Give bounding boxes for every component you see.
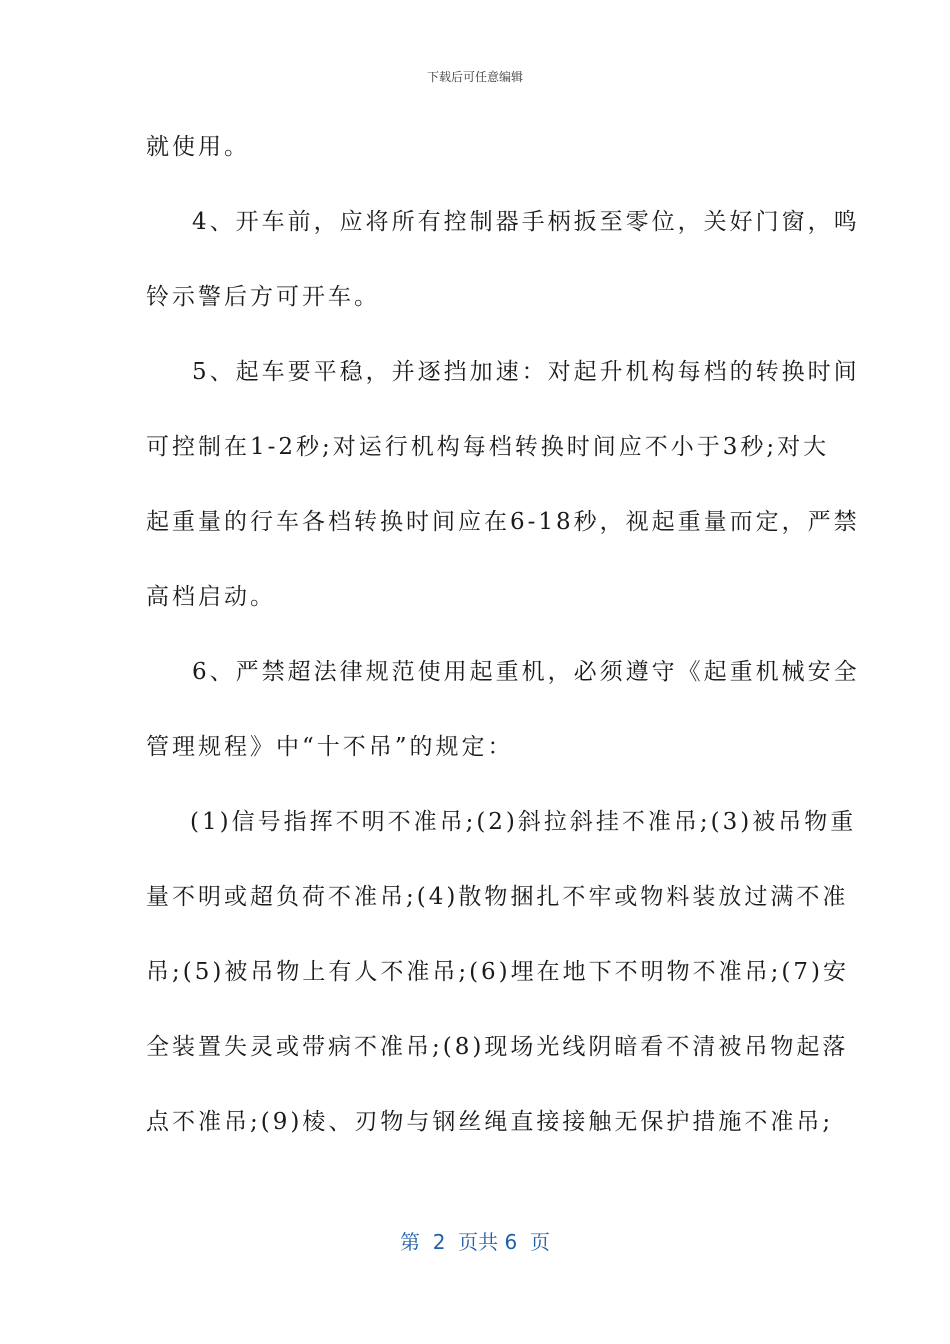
paragraph-line: 管理规程》中“十不吊”的规定： — [146, 734, 514, 760]
paragraph-line: 4、开车前，应将所有控制器手柄扳至零位，关好门窗，鸣 — [192, 209, 860, 235]
paragraph-line: 5、起车要平稳，并逐挡加速：对起升机构每档的转换时间 — [192, 359, 860, 385]
paragraph-line: 量不明或超负荷不准吊;(4)散物捆扎不牢或物料装放过满不准 — [146, 884, 849, 910]
paragraph-line: 全装置失灵或带病不准吊;(8)现场光线阴暗看不清被吊物起落 — [146, 1034, 849, 1060]
paragraph-line: 高档启动。 — [146, 584, 276, 610]
document-body — [146, 110, 860, 1160]
paragraph-line: 起重量的行车各档转换时间应在6-18秒，视起重量而定，严禁 — [146, 509, 860, 535]
paragraph-line: 6、严禁超法律规范使用起重机，必须遵守《起重机械安全 — [192, 659, 860, 685]
paragraph-line: 吊;(5)被吊物上有人不准吊;(6)埋在地下不明物不准吊;(7)安 — [146, 959, 849, 985]
paragraph-line: 铃示警后方可开车。 — [146, 284, 380, 310]
paragraph-line: (1)信号指挥不明不准吊;(2)斜拉斜挂不准吊;(3)被吊物重 — [190, 809, 857, 835]
paragraph-line: 点不准吊;(9)棱、刃物与钢丝绳直接接触无保护措施不准吊; — [146, 1109, 834, 1135]
page-number-footer: 第 2 页共 6 页 — [400, 1230, 550, 1254]
paragraph-line: 可控制在1-2秒;对运行机构每档转换时间应不小于3秒;对大 — [146, 434, 830, 460]
paragraph-line: 就使用。 — [146, 134, 250, 160]
page-header: 下载后可任意编辑 — [426, 70, 523, 84]
